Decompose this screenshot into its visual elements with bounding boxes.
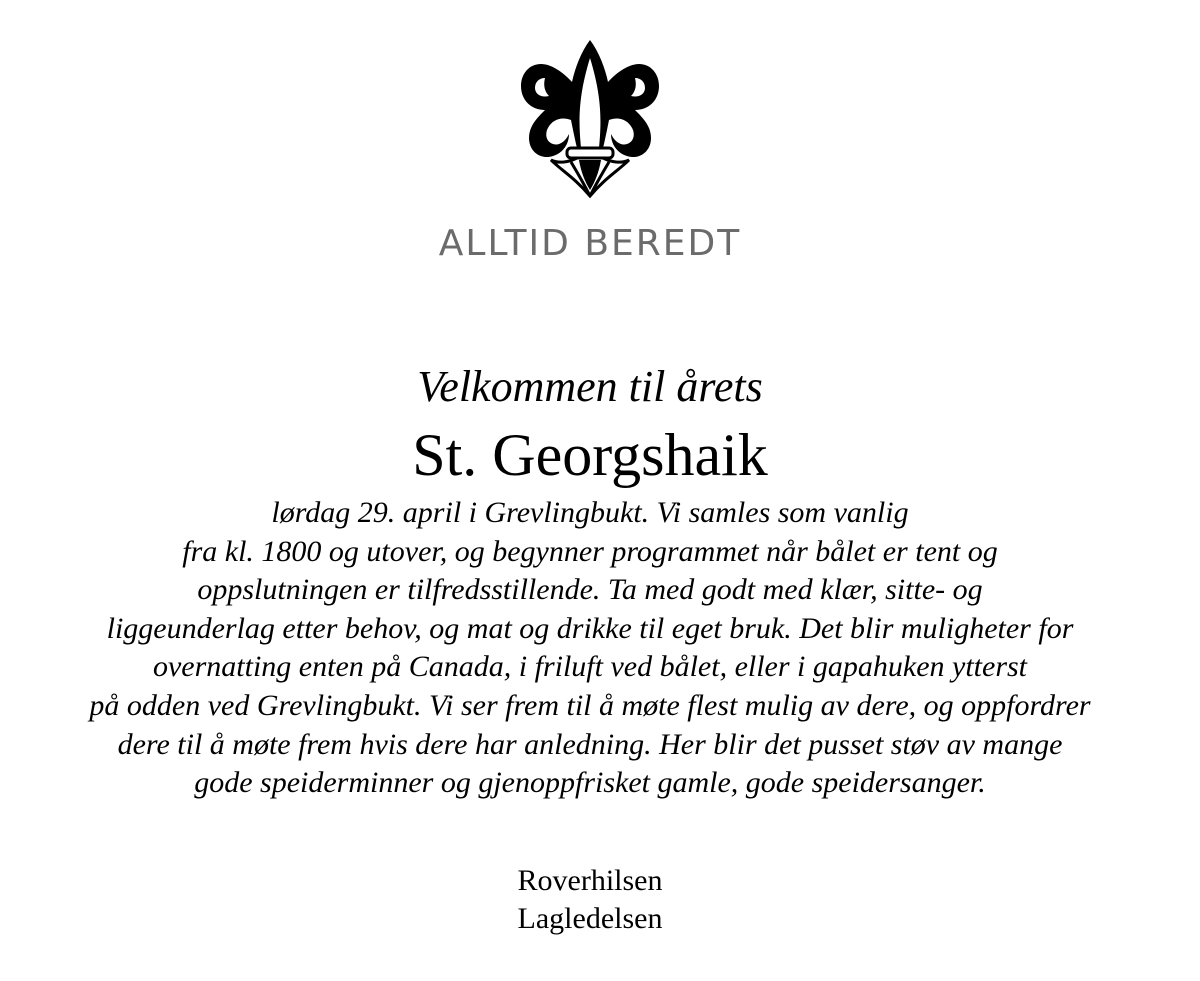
body-line: overnatting enten på Canada, i friluft ved bålet, eller i gapahuken ytterst [152, 650, 1027, 684]
signoff-greeting: Roverhilsen [517, 864, 663, 897]
body-line: på odden ved Grevlingbukt. Vi ser frem til å møte flest mulig av dere, og oppfordrer [89, 688, 1091, 722]
signoff [0, 862, 1180, 938]
body-line: dere til å møte frem hvis dere har anledning. Her blir det pusset støv av mange [117, 727, 1063, 761]
body-line: fra kl. 1800 og utover, og begynner programmet når bålet er tent og [182, 534, 998, 568]
body-line: gode speiderminner og gjenoppfrisket gamle, gode speidersanger. [194, 766, 986, 800]
body-line: oppslutningen er tilfredsstillende. Ta med godt med klær, sitte- og [197, 573, 983, 607]
invitation-body [0, 494, 1180, 803]
welcome-heading: Velkommen til årets [417, 362, 763, 411]
body-line: lørdag 29. april i Grevlingbukt. Vi samles som vanlig [271, 496, 909, 529]
event-title: St. Georgshaik [412, 422, 768, 488]
signoff-sender: Lagledelsen [517, 902, 663, 935]
motto: ALLTID BEREDT [438, 223, 742, 264]
fleur-de-lis-logo-icon [515, 30, 665, 200]
body-line: liggeunderlag etter behov, og mat og drikke til eget bruk. Det blir muligheter for [106, 611, 1074, 645]
